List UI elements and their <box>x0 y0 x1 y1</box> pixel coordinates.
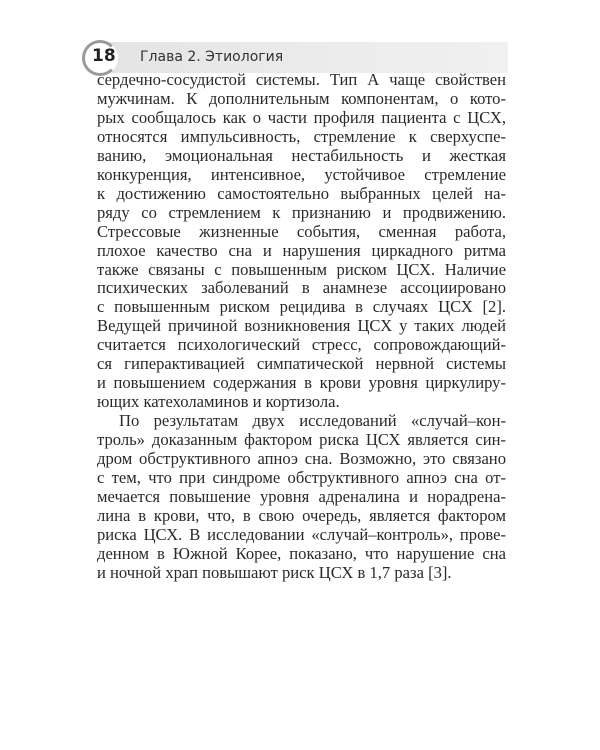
text-line: троль» доказанным фактором риска ЦСХ является син- <box>97 430 506 450</box>
text-line: сердечно-сосудистой системы. Тип А чаще свойствен <box>97 70 506 89</box>
text-line: риска ЦСХ. В исследовании «случай–контроль», прове- <box>97 524 506 544</box>
text-line: Ведущей причиной возникновения ЦСХ у таких людей <box>97 316 506 336</box>
text-line: мечается повышение уровня адреналина и норадрена- <box>97 486 506 506</box>
paragraph <box>97 71 506 412</box>
paragraph <box>97 412 506 583</box>
body-text <box>97 71 506 583</box>
text-line: ся гиперактивацией симпатической нервной системы <box>97 354 506 374</box>
text-line: По результатам двух исследований «случай–кон- <box>119 411 506 431</box>
text-line: конкуренция, интенсивное, устойчивое стремление <box>97 164 506 184</box>
text-line: считается психологический стресс, сопровождающий- <box>97 335 506 355</box>
text-line: и ночной храп повышают риск ЦСХ в 1,7 раза [3]. <box>97 562 452 582</box>
text-line: денном в Южной Корее, показано, что нарушение сна <box>97 543 506 563</box>
text-line: к достижению самостоятельно выбранных целей на- <box>97 183 506 203</box>
text-line: дром обструктивного апноэ сна. Возможно, это связано <box>97 449 506 469</box>
page-number: 18 <box>92 46 116 66</box>
text-line: также связаны с повышенным риском ЦСХ. Наличие <box>97 259 506 279</box>
text-line: относятся импульсивность, стремление к сверхуспе- <box>97 126 506 146</box>
text-line: психических заболеваний в анамнезе ассоциировано <box>97 278 506 298</box>
text-line: с повышенным риском рецидива в случаях ЦСХ [2]. <box>97 297 506 317</box>
chapter-title: Глава 2. Этиология <box>140 49 284 65</box>
text-line: лина в крови, что, в свою очередь, является фактором <box>97 505 506 525</box>
text-line: ванию, эмоциональная нестабильность и жесткая <box>97 145 506 165</box>
text-line: мужчинам. К дополнительным компонентам, о кото- <box>97 88 506 108</box>
text-line: ряду со стремлением к признанию и продвижению. <box>97 202 506 222</box>
text-line: с тем, что при синдроме обструктивного апноэ сна от- <box>97 468 506 488</box>
text-line: Стрессовые жизненные события, сменная работа, <box>97 221 506 241</box>
text-line: и повышением содержания в крови уровня циркулиру- <box>97 373 506 393</box>
text-line: плохое качество сна и нарушения циркадного ритма <box>97 240 506 260</box>
text-line: рых сообщалось как о части профиля пациента с ЦСХ, <box>97 107 506 127</box>
text-line: ющих катехоламинов и кортизола. <box>97 392 340 412</box>
